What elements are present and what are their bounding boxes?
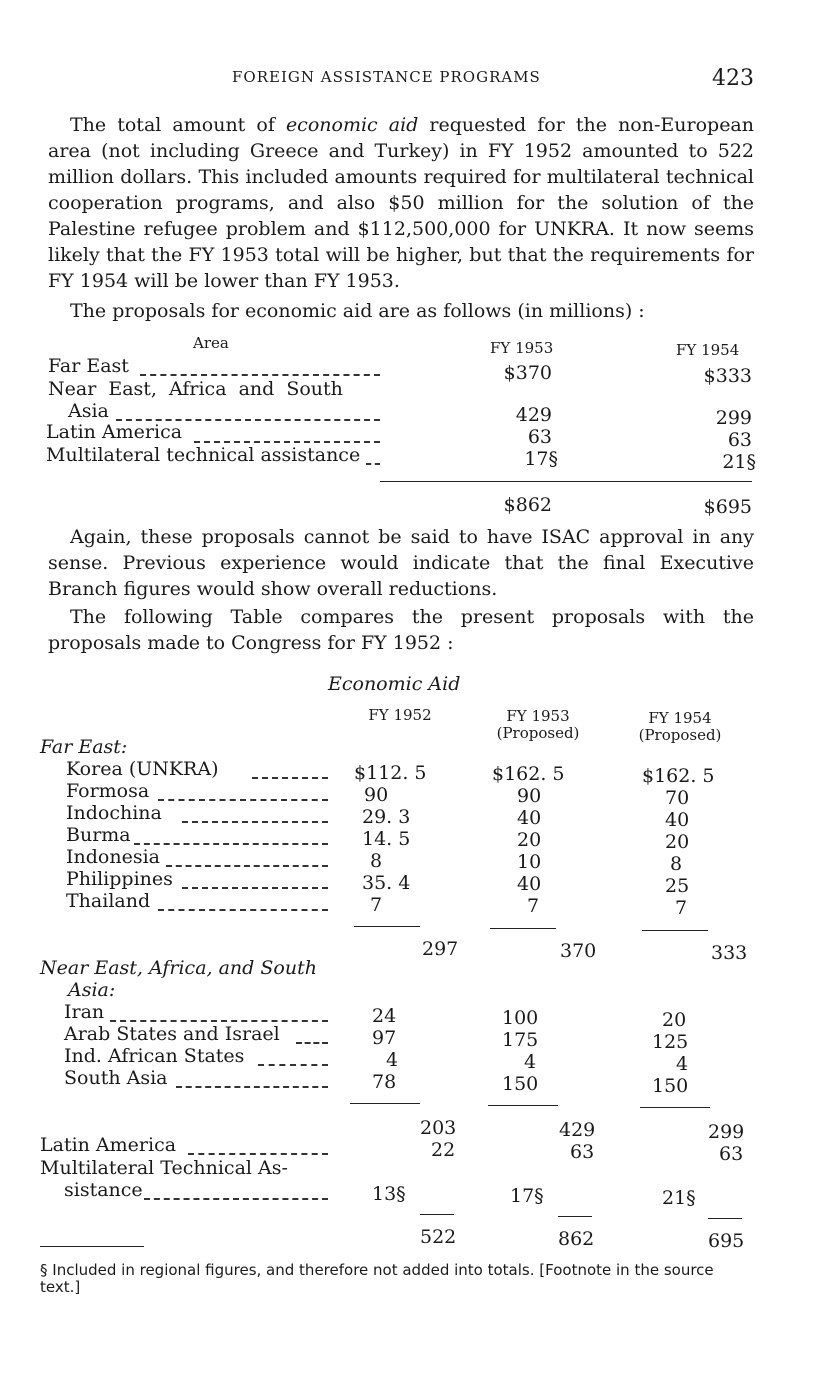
row-label: Iran	[64, 1001, 105, 1023]
row-label: Multilateral Technical As-	[40, 1157, 288, 1179]
subtotal-fy1952: 203	[420, 1117, 457, 1139]
paragraph-4: The following Table compares the present proposals with the proposals made to Congress for FY 1952 :	[48, 606, 754, 654]
dot-leader	[258, 1064, 328, 1066]
cell-fy1952: 13§	[372, 1183, 406, 1205]
dot-leader	[144, 1198, 328, 1200]
table2-header-fy1954-sub: (Proposed)	[638, 726, 722, 744]
cell-fy1954: 20	[662, 1009, 687, 1031]
table2-header-fy1953-sub: (Proposed)	[496, 724, 580, 742]
row-label: Formosa	[66, 780, 150, 802]
dot-leader	[140, 374, 380, 376]
table1-header-fy1953: FY 1953	[490, 339, 554, 357]
subtotal-fy1953: 429	[559, 1119, 596, 1141]
table1-total-rule	[380, 481, 752, 482]
row-label: Korea (UNKRA)	[66, 758, 219, 780]
dot-leader	[182, 887, 328, 889]
table1-cell-fy1953: 63	[527, 426, 552, 448]
row-label: Indochina	[66, 802, 162, 824]
row-label: South Asia	[64, 1067, 168, 1089]
total-fy1953: 862	[558, 1228, 595, 1250]
cell-fy1952: 22	[431, 1139, 456, 1161]
table1-row-label: Near East, Africa and South	[48, 378, 343, 400]
cell-fy1954: 4	[676, 1053, 689, 1075]
subtotal-rule	[640, 1107, 710, 1108]
cell-fy1953: 63	[570, 1141, 595, 1163]
cell-fy1954: 7	[675, 897, 688, 919]
cell-fy1954: 20	[665, 831, 690, 853]
table1-row-label: Latin America	[46, 421, 183, 443]
cell-fy1954: 150	[652, 1075, 689, 1097]
subtotal-rule	[642, 930, 708, 931]
subtotal-fy1954: 333	[711, 942, 748, 964]
paragraph-1-emphasis: economic aid	[285, 114, 419, 136]
cell-fy1953: 20	[517, 829, 542, 851]
dot-leader	[110, 1020, 328, 1022]
table1-cell-fy1953: 429	[515, 404, 552, 426]
cell-fy1953: 100	[502, 1007, 539, 1029]
paragraph-1-start: The total amount of	[70, 114, 286, 136]
total-rule	[558, 1216, 592, 1217]
total-rule	[708, 1218, 742, 1219]
table1-cell-fy1954: 299	[715, 407, 752, 429]
table2-header-fy1954: FY 1954	[648, 709, 712, 727]
subtotal-rule	[488, 1105, 558, 1106]
table1-row-label: Far East	[48, 355, 129, 377]
dot-leader	[158, 799, 328, 801]
dot-leader	[252, 777, 328, 779]
table1-total-fy1953: $862	[503, 494, 552, 516]
row-label: Indonesia	[66, 846, 160, 868]
footnote: § Included in regional figures, and therefore not added into totals. [Footnote in the source text.]	[40, 1261, 714, 1296]
cell-fy1952: $112. 5	[354, 762, 427, 784]
cell-fy1952: 4	[386, 1049, 399, 1071]
paragraph-1	[48, 112, 754, 294]
total-fy1952: 522	[420, 1226, 457, 1248]
row-label: Ind. African States	[64, 1045, 245, 1067]
dot-leader	[182, 821, 328, 823]
cell-fy1954: 70	[665, 787, 690, 809]
table1-cell-fy1954: 63	[727, 429, 752, 451]
total-fy1954: 695	[708, 1230, 745, 1252]
row-label: Latin America	[40, 1134, 177, 1156]
table1-cell-fy1953: 17§	[524, 448, 558, 470]
cell-fy1954: 40	[665, 809, 690, 831]
paragraph-1-rest: requested for the non-European area (not including Greece and Turkey) in FY 1952 amounted to 522 million dollars. This included amounts required for multilateral technical cooperation programs, and also $50 million for the solution of the Palestine refugee problem and $112,500,000 for UNKRA. It now seems likely that the FY 1953 total will be higher, but that the requirements for FY 1954 will be lower than FY 1953.	[48, 114, 754, 292]
dot-leader	[366, 463, 380, 465]
table2-caption: Economic Aid	[328, 673, 461, 695]
cell-fy1952: 24	[372, 1005, 397, 1027]
paragraph-2: The proposals for economic aid are as follows (in millions) :	[70, 300, 645, 322]
row-label: Philippines	[66, 868, 173, 890]
cell-fy1954: 25	[665, 875, 690, 897]
subtotal-rule	[350, 1103, 420, 1104]
cell-fy1953: 40	[517, 807, 542, 829]
cell-fy1952: 8	[370, 850, 383, 872]
table1-row-label-cont: Asia	[68, 400, 109, 422]
table2-header-fy1952: FY 1952	[368, 706, 432, 724]
section-heading-near-east: Near East, Africa, and South	[40, 957, 317, 979]
running-header: FOREIGN ASSISTANCE PROGRAMS	[232, 68, 541, 86]
total-rule	[420, 1214, 454, 1215]
cell-fy1953: 90	[517, 785, 542, 807]
dot-leader	[188, 1153, 328, 1155]
cell-fy1954: 8	[670, 853, 683, 875]
section-heading-near-east-cont: Asia:	[68, 979, 116, 1001]
cell-fy1952: 29. 3	[362, 806, 411, 828]
dot-leader	[296, 1042, 328, 1044]
footnote-rule	[40, 1246, 144, 1247]
row-label-cont: sistance	[64, 1179, 143, 1201]
dot-leader	[194, 441, 380, 443]
cell-fy1953: 175	[502, 1029, 539, 1051]
subtotal-fy1953: 370	[560, 940, 597, 962]
subtotal-fy1952: 297	[422, 938, 459, 960]
cell-fy1953: 10	[517, 851, 542, 873]
subtotal-rule	[490, 928, 556, 929]
table1-total-fy1954: $695	[703, 496, 752, 518]
page-number: 423	[712, 66, 754, 91]
table1-header-fy1954: FY 1954	[676, 341, 740, 359]
subtotal-rule	[354, 926, 420, 927]
table1-header-area: Area	[193, 334, 229, 352]
table1-cell-fy1953: $370	[503, 362, 552, 384]
table1-cell-fy1954: $333	[703, 365, 752, 387]
cell-fy1952: 35. 4	[362, 872, 411, 894]
table1-cell-fy1954: 21§	[722, 451, 756, 473]
dot-leader	[134, 843, 328, 845]
cell-fy1953: 150	[502, 1073, 539, 1095]
row-label: Burma	[66, 824, 131, 846]
cell-fy1954: 125	[652, 1031, 689, 1053]
cell-fy1954: 63	[719, 1143, 744, 1165]
subtotal-fy1954: 299	[708, 1121, 745, 1143]
cell-fy1952: 78	[372, 1071, 397, 1093]
cell-fy1952: 97	[372, 1027, 397, 1049]
row-label: Thailand	[66, 890, 151, 912]
cell-fy1953: 40	[517, 873, 542, 895]
table2-header-fy1953: FY 1953	[506, 707, 570, 725]
cell-fy1953: $162. 5	[492, 763, 565, 785]
cell-fy1954: 21§	[662, 1187, 696, 1209]
dot-leader	[176, 1086, 328, 1088]
cell-fy1954: $162. 5	[642, 765, 715, 787]
cell-fy1952: 90	[364, 784, 389, 806]
row-label: Arab States and Israel	[64, 1023, 280, 1045]
dot-leader	[166, 865, 328, 867]
cell-fy1953: 17§	[510, 1185, 544, 1207]
cell-fy1953: 4	[524, 1051, 537, 1073]
paragraph-3: Again, these proposals cannot be said to have ISAC approval in any sense. Previous experience would indicate that the final Executive Branch figures would show overall reductions.	[48, 526, 754, 600]
dot-leader	[158, 909, 328, 911]
cell-fy1952: 14. 5	[362, 828, 411, 850]
section-heading-far-east: Far East:	[40, 736, 128, 758]
cell-fy1952: 7	[370, 894, 383, 916]
table1-row-label: Multilateral technical assistance	[46, 444, 361, 466]
cell-fy1953: 7	[527, 895, 540, 917]
